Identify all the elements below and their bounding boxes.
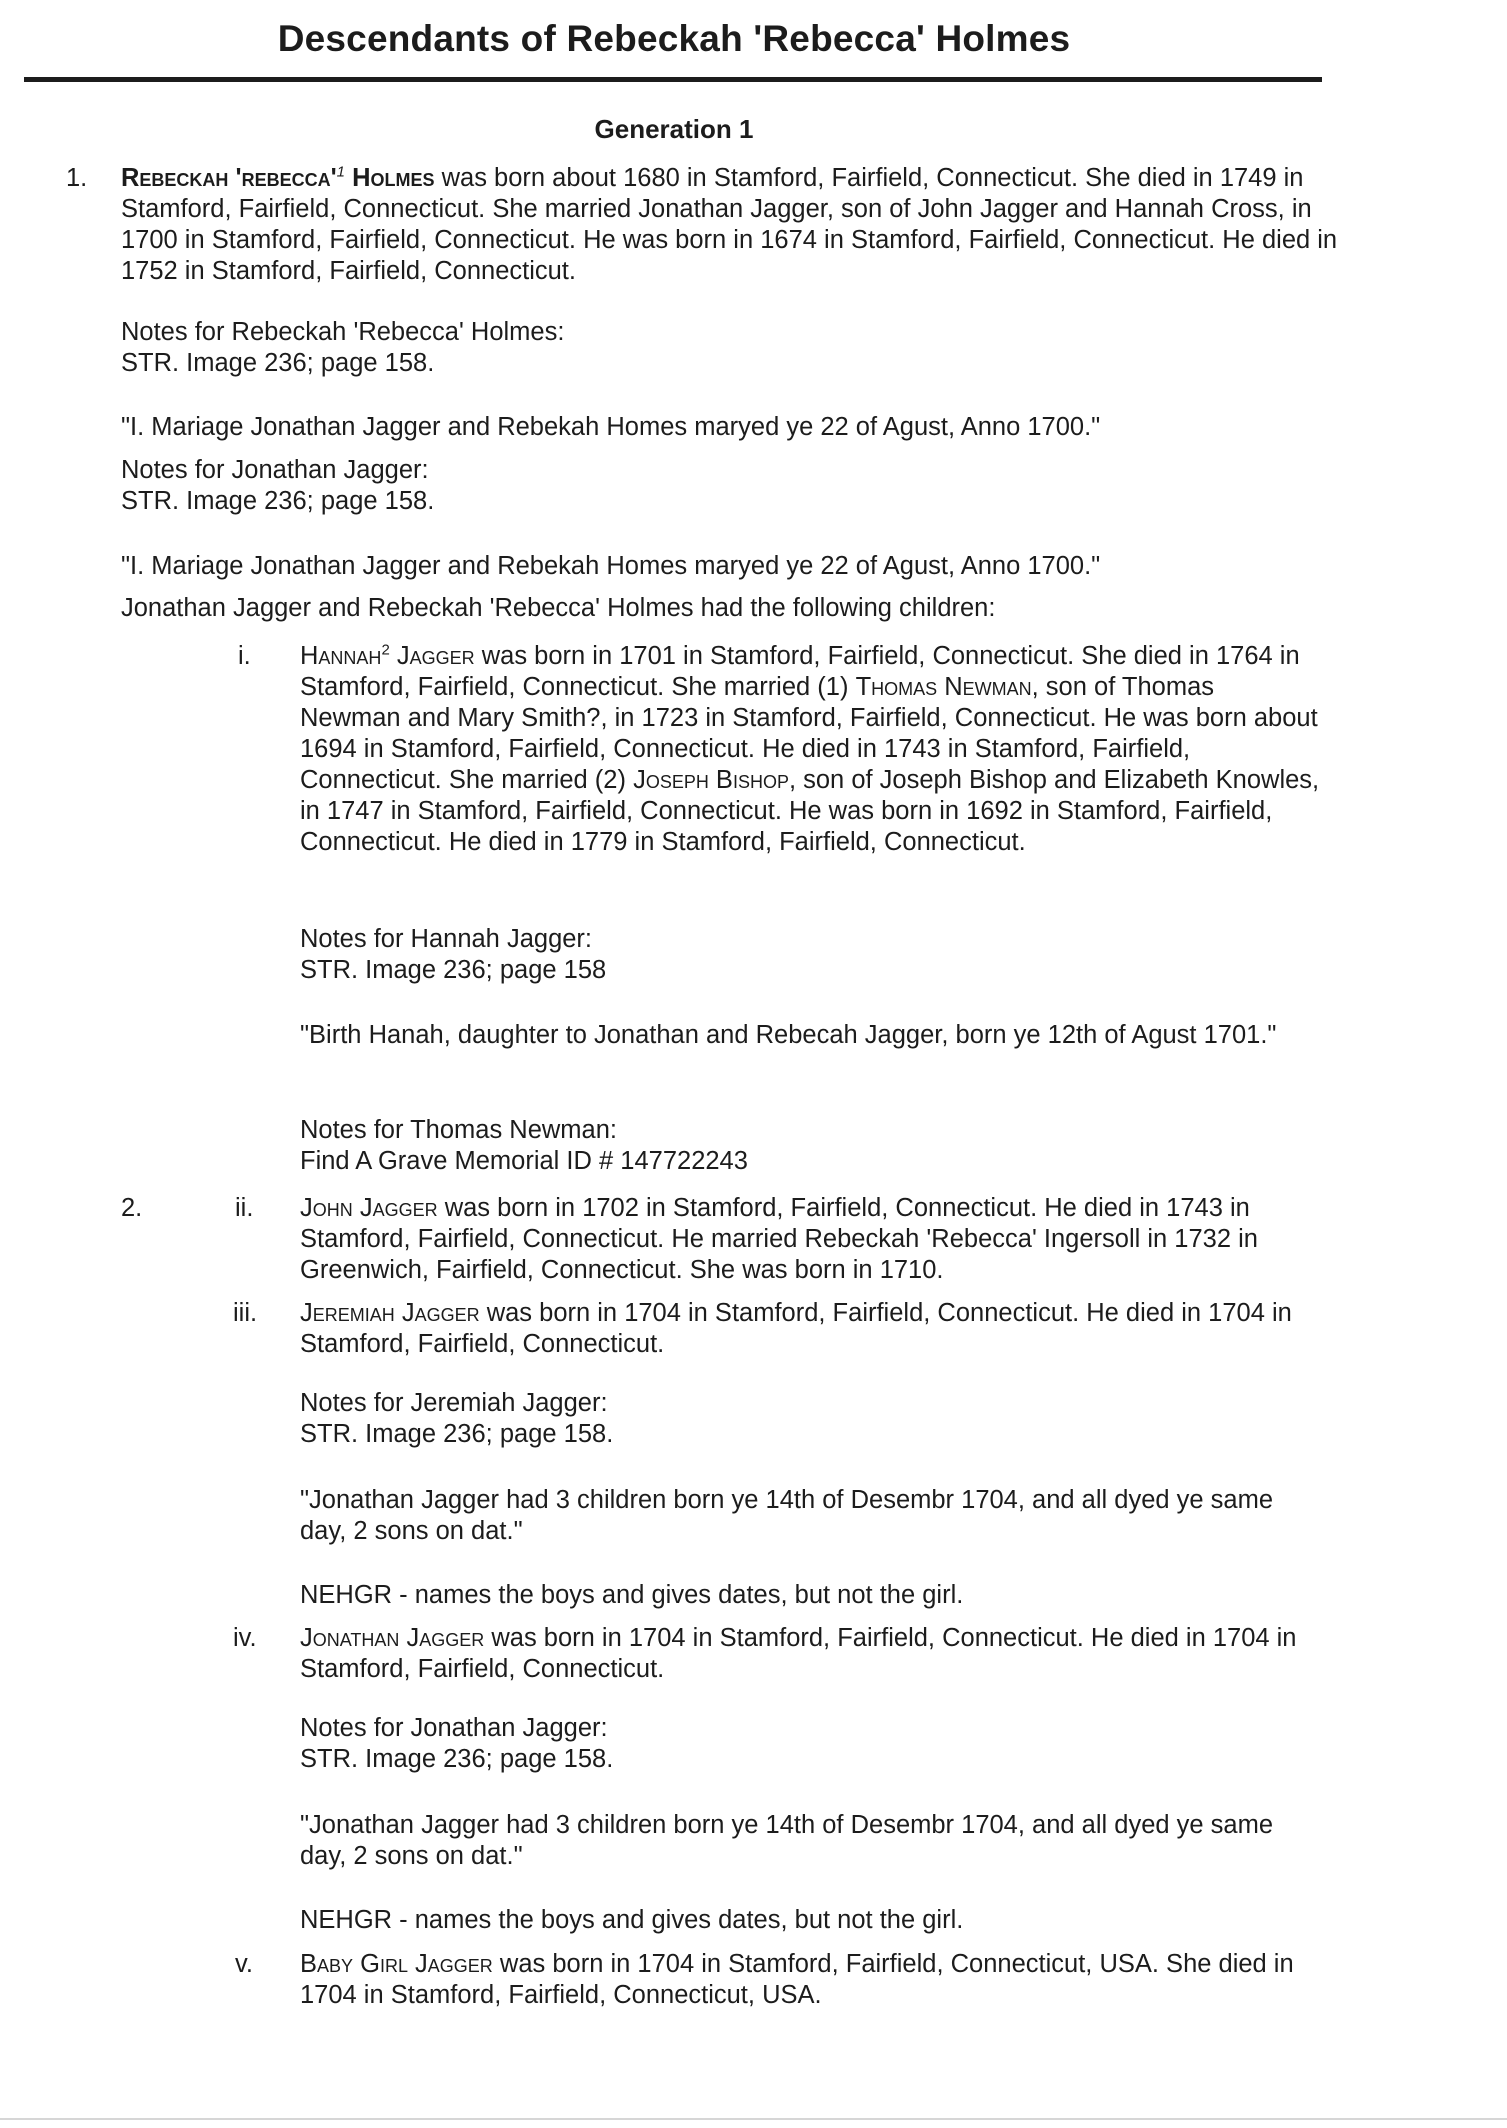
page-title: Descendants of Rebeckah 'Rebecca' Holmes bbox=[277, 18, 1071, 59]
person-entry bbox=[121, 163, 1341, 287]
child-biography: , son of Joseph Bishop and Elizabeth Knowles, in 1747 in Stamford, Fairfield, Connecticut. He was born in 1692 in Stamford, Fairfield, Connecticut. He died in 1779 in Stamford, Fairfield, Connecticut. bbox=[300, 766, 1320, 856]
child-name: Baby Girl Jagger bbox=[300, 1950, 493, 1978]
child-roman-numeral: i. bbox=[238, 642, 251, 670]
person-name-nick: 'rebecca' bbox=[235, 164, 337, 192]
notes-extra: NEHGR - names the boys and gives dates, but not the girl. bbox=[300, 1581, 964, 1609]
entry-number: 2. bbox=[121, 1194, 143, 1222]
notes-reference: STR. Image 236; page 158. bbox=[121, 487, 435, 515]
children-intro: Jonathan Jagger and Rebeckah 'Rebecca' Holmes had the following children: bbox=[121, 594, 996, 622]
notes-title: Notes for Hannah Jagger: bbox=[300, 925, 593, 953]
notes-quote: "Jonathan Jagger had 3 children born ye 14th of Desembr 1704, and all dyed ye same day, 2 sons on dat." bbox=[300, 1486, 1274, 1545]
notes-title: Notes for Rebeckah 'Rebecca' Holmes: bbox=[121, 318, 565, 346]
child-entry bbox=[300, 1193, 1320, 1286]
child-name: Jonathan Jagger bbox=[300, 1624, 485, 1652]
spouse-name: Thomas Newman bbox=[855, 673, 1032, 701]
notes-title: Notes for Jonathan Jagger: bbox=[121, 456, 429, 484]
scan-edge-line bbox=[0, 2118, 1507, 2120]
notes-title: Notes for Jonathan Jagger: bbox=[300, 1714, 608, 1742]
notes-title: Notes for Jeremiah Jagger: bbox=[300, 1389, 608, 1417]
child-roman-numeral: v. bbox=[235, 1950, 253, 1978]
generation-superscript: 2 bbox=[381, 641, 390, 659]
child-entry bbox=[300, 641, 1320, 858]
child-name-last: Jagger bbox=[396, 642, 475, 670]
entry-number: 1. bbox=[66, 164, 88, 192]
notes-extra: NEHGR - names the boys and gives dates, but not the girl. bbox=[300, 1906, 964, 1934]
child-biography: was born in 1704 in Stamford, Fairfield, Connecticut, USA. She died in 1704 in Stamford, Fairfield, Connecticut, USA. bbox=[300, 1950, 1294, 2009]
child-roman-numeral: ii. bbox=[235, 1194, 254, 1222]
generation-heading: Generation 1 bbox=[594, 114, 754, 144]
notes-reference: Find A Grave Memorial ID # 147722243 bbox=[300, 1147, 748, 1175]
title-rule bbox=[24, 77, 1322, 82]
child-entry bbox=[300, 1298, 1320, 1360]
notes-reference: STR. Image 236; page 158. bbox=[300, 1745, 614, 1773]
child-biography: was born in 1702 in Stamford, Fairfield, Connecticut. He died in 1743 in Stamford, Fairfield, Connecticut. He married Rebeckah 'Rebecca' Ingersoll in 1732 in Greenwich, Fairfield, Connecticut. She was born in 1710. bbox=[300, 1194, 1258, 1284]
generation-superscript: 1 bbox=[336, 163, 346, 181]
spouse-name: Joseph Bishop bbox=[633, 766, 789, 794]
child-biography: was born in 1704 in Stamford, Fairfield, Connecticut. He died in 1704 in Stamford, Fairfield, Connecticut. bbox=[300, 1299, 1292, 1358]
person-name-last: Holmes bbox=[352, 164, 435, 192]
child-biography: was born in 1704 in Stamford, Fairfield, Connecticut. He died in 1704 in Stamford, Fairfield, Connecticut. bbox=[300, 1624, 1297, 1683]
notes-quote: "I. Mariage Jonathan Jagger and Rebekah Homes maryed ye 22 of Agust, Anno 1700." bbox=[121, 413, 1101, 441]
child-roman-numeral: iii. bbox=[233, 1299, 258, 1327]
person-name-first: Rebeckah bbox=[121, 164, 229, 192]
child-name: John Jagger bbox=[300, 1194, 438, 1222]
notes-quote: "Jonathan Jagger had 3 children born ye 14th of Desembr 1704, and all dyed ye same day, 2 sons on dat." bbox=[300, 1811, 1274, 1870]
child-entry bbox=[300, 1949, 1320, 2011]
child-biography: , son of Thomas Newman and Mary Smith?, in 1723 in Stamford, Fairfield, Connecticut. He was born about 1694 in Stamford, Fairfield, Connecticut. He died in 1743 in Stamford, Fairfield, Connecticut. She married (2) bbox=[300, 673, 1318, 794]
notes-quote: "Birth Hanah, daughter to Jonathan and Rebecah Jagger, born ye 12th of Agust 1701." bbox=[300, 1021, 1277, 1049]
child-biography: was born in 1701 in Stamford, Fairfield, Connecticut. She died in 1764 in Stamford, Fairfield, Connecticut. She married (1) bbox=[300, 642, 1300, 701]
notes-reference: STR. Image 236; page 158. bbox=[121, 349, 435, 377]
notes-quote: "I. Mariage Jonathan Jagger and Rebekah Homes maryed ye 22 of Agust, Anno 1700." bbox=[121, 552, 1101, 580]
person-biography: was born about 1680 in Stamford, Fairfield, Connecticut. She died in 1749 in Stamford, Fairfield, Connecticut. She married Jonathan Jagger, son of John Jagger and Hannah Cross, in 1700 in Stamford, Fairfield, Connecticut. He was born in 1674 in Stamford, Fairfield, Connecticut. He died in 1752 in Stamford, Fairfield, Connecticut. bbox=[121, 164, 1338, 285]
child-name: Jeremiah Jagger bbox=[300, 1299, 480, 1327]
child-roman-numeral: iv. bbox=[233, 1624, 257, 1652]
notes-reference: STR. Image 236; page 158. bbox=[300, 1420, 614, 1448]
notes-reference: STR. Image 236; page 158 bbox=[300, 956, 607, 984]
child-name-first: Hannah bbox=[300, 642, 382, 670]
notes-title: Notes for Thomas Newman: bbox=[300, 1116, 617, 1144]
child-entry bbox=[300, 1623, 1320, 1685]
